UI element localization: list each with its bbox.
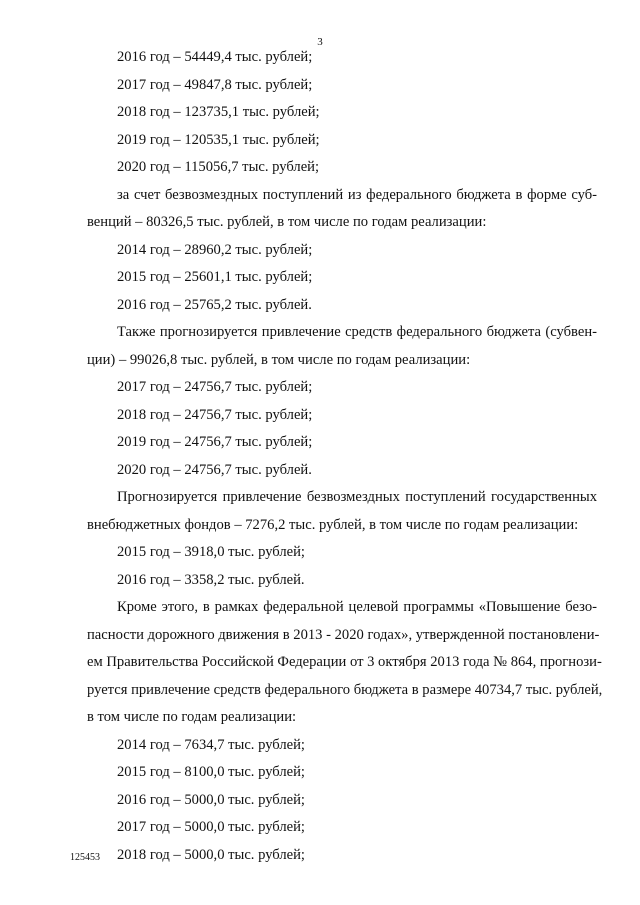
text-line: 2019 год – 120535,1 тыс. рублей; bbox=[117, 131, 320, 148]
page-number: 3 bbox=[317, 36, 323, 48]
text-line: 2017 год – 5000,0 тыс. рублей; bbox=[117, 819, 305, 835]
text-line: 2019 год – 24756,7 тыс. рублей; bbox=[117, 434, 313, 450]
text-line: 2015 год – 8100,0 тыс. рублей; bbox=[117, 764, 305, 780]
footer-document-code: 125453 bbox=[70, 852, 100, 863]
text-line: пасности дорожного движения в 2013 - 2020 годах», утвержденной постановлени- bbox=[87, 626, 600, 643]
text-line: 2014 год – 28960,2 тыс. рублей; bbox=[117, 241, 313, 258]
text-line: Прогнозируется привлечение безвозмездных поступлений государственных bbox=[117, 489, 597, 505]
text-line: венций – 80326,5 тыс. рублей, в том числе по годам реализации: bbox=[87, 214, 487, 230]
text-line: ции) – 99026,8 тыс. рублей, в том числе по годам реализации: bbox=[87, 351, 471, 368]
text-line: 2016 год – 54449,4 тыс. рублей; bbox=[117, 49, 313, 65]
text-line: ем Правительства Российской Федерации от 3 октября 2013 года № 864, прогнози- bbox=[87, 654, 602, 670]
text-line: 2014 год – 7634,7 тыс. рублей; bbox=[117, 736, 305, 753]
text-line: Кроме этого, в рамках федеральной целевой программы «Повышение безо- bbox=[117, 599, 597, 615]
text-line: 2016 год – 3358,2 тыс. рублей. bbox=[117, 571, 305, 588]
document-body bbox=[87, 47, 603, 872]
text-line: Также прогнозируется привлечение средств федерального бюджета (субвен- bbox=[117, 324, 597, 340]
text-line: 2018 год – 123735,1 тыс. рублей; bbox=[117, 104, 320, 120]
text-line: 2020 год – 115056,7 тыс. рублей; bbox=[117, 159, 320, 175]
text-line: 2020 год – 24756,7 тыс. рублей. bbox=[117, 461, 312, 478]
text-line: руется привлечение средств федерального бюджета в размере 40734,7 тыс. рублей, bbox=[87, 681, 603, 698]
text-line: внебюджетных фондов – 7276,2 тыс. рублей, в том числе по годам реализации: bbox=[87, 516, 579, 533]
text-line: 2018 год – 24756,7 тыс. рублей; bbox=[117, 406, 313, 423]
text-line: 2018 год – 5000,0 тыс. рублей; bbox=[117, 846, 305, 863]
text-line: 2016 год – 5000,0 тыс. рублей; bbox=[117, 791, 305, 808]
text-line: 2017 год – 24756,7 тыс. рублей; bbox=[117, 379, 313, 395]
text-line: 2015 год – 3918,0 тыс. рублей; bbox=[117, 544, 305, 560]
text-line: 2016 год – 25765,2 тыс. рублей. bbox=[117, 296, 312, 313]
text-line: 2015 год – 25601,1 тыс. рублей; bbox=[117, 269, 313, 285]
text-line: 2017 год – 49847,8 тыс. рублей; bbox=[117, 76, 313, 93]
text-line: за счет безвозмездных поступлений из федерального бюджета в форме суб- bbox=[117, 186, 597, 203]
text-line: в том числе по годам реализации: bbox=[87, 709, 297, 725]
